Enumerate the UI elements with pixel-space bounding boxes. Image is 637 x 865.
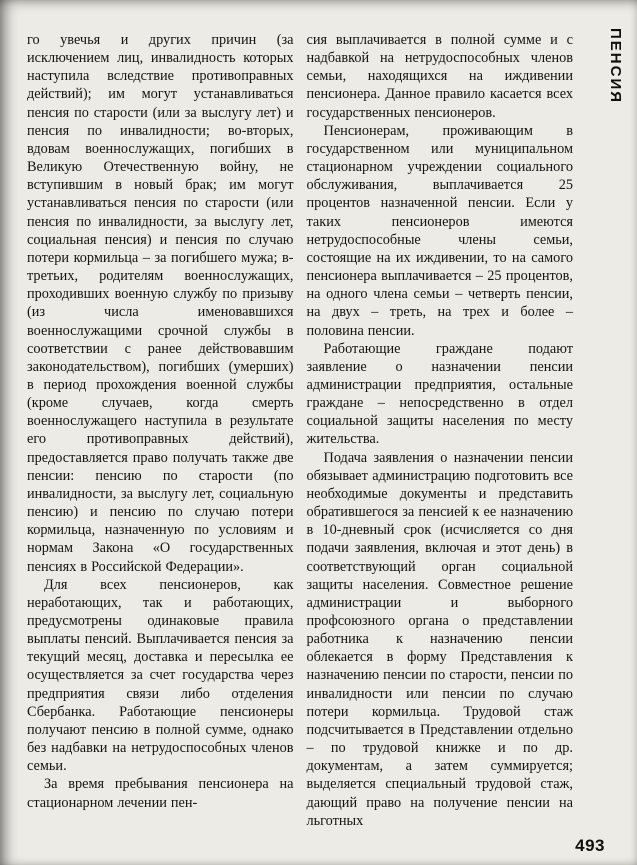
paragraph: За время пребывания пенсионера на стационарном лечении пен- — [27, 776, 294, 811]
text-columns — [27, 31, 573, 859]
right-column — [307, 31, 574, 859]
left-column — [27, 31, 294, 859]
running-head-vertical: ПЕНСИЯ — [607, 28, 624, 105]
paragraph: Подача заявления о назначении пенсии обязывает администрацию подготовить все необходимые документы и представить обратившегося за пенсией к ее назначению в 10-дневный срок (исчисляется со дня подачи заявления, включая и этот день) в соответствующий орган социальной защиты населения. Совместное решение администрации и выборного профсоюзного органа о представлении работника к назначению пенсии облекается в форму Представления к назначению пенсии по старости, пенсии по инвалидности или пенсии по случаю потери кормильца. Трудовой стаж подсчитывается в Представлении отдельно – по трудовой книжке и по др. документам, а затем суммируется; выделяется специальный трудовой стаж, дающий право на получение пенсии на льготных — [306, 449, 573, 829]
paragraph: Для всех пенсионеров, как неработающих, так и работающих, предусмотрены одинаковые правила выплаты пенсий. Выплачивается пенсия за текущий месяц, доставка и пересылка ее осуществляется за счет государства через предприятия связи либо отделения Сбербанка. Работающие пенсионеры получают пенсию в полной сумме, однако без надбавки на нетрудоспособных членов семьи. — [27, 576, 294, 775]
page-number: 493 — [575, 836, 605, 855]
paragraph: го увечья и других причин (за исключением лиц, инвалидность которых наступила вследствие противоправных действий); им могут устанавливаться пенсия по старости (или за выслугу лет) и пенсия по инвалидности; во-вторых, вдовам военнослужащих, погибших в Великую Отечественную войну, не вступившим в новый брак; им могут устанавливаться пенсия по старости (или пенсия по инвалидности, за выслугу лет, социальная пенсия) и пенсия по случаю потери кормильца – за погибшего мужа; в-третьих, родителям военнослужащих, проходивших военную службу по призыву (из числа именовавшихся военнослужащими срочной службы в соответствии с ранее действовавшим законодательством), погибших (умерших) в период прохождения военной службы (кроме случаев, когда смерть военнослужащего наступила в результате его противоправных действий), предоставляется право получать также две пенсии: пенсию по старости (по инвалидности, за выслугу лет, социальную пенсию) и пенсию по случаю потери кормильца, назначенную по условиям и нормам Закона «О государственных пенсиях в Российской Федерации». — [27, 32, 294, 575]
paragraph: Работающие граждане подают заявление о назначении пенсии администрации предприятия, остальные граждане – непосредственно в отдел социальной защиты населения по месту жительства. — [306, 340, 573, 448]
paragraph: Пенсионерам, проживающим в государственном или муниципальном стационарном учреждении социального обслуживания, выплачивается 25 процентов назначенной пенсии. Если у таких пенсионеров имеются нетрудоспособные члены семьи, состоящие на их иждивении, то на самого пенсионера выплачивается – 25 процентов, на одного члена семьи – четверть пенсии, на двух – треть, на трех и более – половина пенсии. — [306, 122, 573, 339]
paragraph: сия выплачивается в полной сумме и с надбавкой на нетрудоспособных членов семьи, находящихся на иждивении пенсионера. Данное правило касается всех государственных пенсионеров. — [306, 32, 573, 121]
